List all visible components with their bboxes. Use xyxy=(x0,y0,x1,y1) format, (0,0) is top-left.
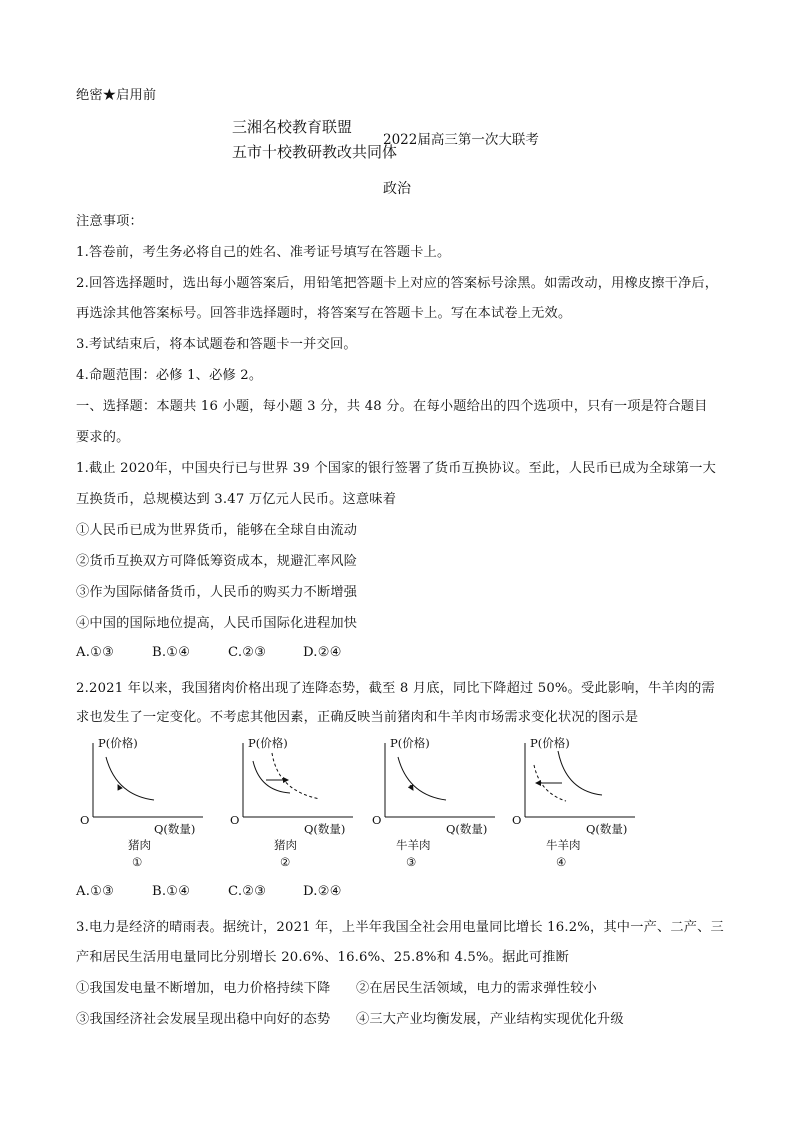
movement-arrow xyxy=(118,785,120,789)
origin-label: O xyxy=(80,813,90,827)
q3-option-2: ②在居民生活领域，电力的需求弹性较小 xyxy=(356,981,597,996)
q2-stem-1: 2.2021 年以来，我国猪肉价格出现了连降态势，截至 8 月底，同比下降超过 50%。受此影响，牛羊肉的需 xyxy=(76,681,715,696)
graph-name: 牛羊肉 xyxy=(546,838,581,852)
graph-name: 猪肉 xyxy=(128,838,151,852)
q1-stem-2: 互换货币，总规模达到 3.47 万亿元人民币。这意味着 xyxy=(76,492,397,507)
note-item-1: 1.答卷前，考生务必将自己的姓名、准考证号填写在答题卡上。 xyxy=(76,245,451,260)
q3-option-3: ③我国经济社会发展呈现出稳中向好的态势 xyxy=(76,1012,331,1027)
movement-arrow xyxy=(410,785,413,790)
q2-stem-2: 求也发生了一定变化。不考虑其他因素，正确反映当前猪肉和牛羊肉市场需求变化状况的图示是 xyxy=(76,710,639,725)
graph-number: ② xyxy=(280,855,291,869)
q1-option-1: ①人民币已成为世界货币，能够在全球自由流动 xyxy=(76,523,358,538)
demand-curve-original xyxy=(558,751,602,795)
confidential-mark: 绝密★启用前 xyxy=(76,88,157,103)
q2-choice-d: D.②④ xyxy=(303,884,342,899)
q1-option-4: ④中国的国际地位提高，人民币国际化进程加快 xyxy=(76,616,358,631)
y-axis-label: P(价格) xyxy=(248,736,288,750)
demand-graph-2 xyxy=(228,733,378,873)
q1-choice-b: B.①④ xyxy=(152,645,191,660)
q1-choice-c: C.②③ xyxy=(228,645,267,660)
section-heading: 一、选择题：本题共 16 小题，每小题 3 分，共 48 分。在每小题给出的四个选项中，只有一项是符合题目 xyxy=(76,399,708,414)
x-axis-label: Q(数量) xyxy=(304,822,346,836)
q2-choice-b: B.①④ xyxy=(152,884,191,899)
demand-curve-shifted xyxy=(272,753,320,799)
q2-choice-c: C.②③ xyxy=(228,884,267,899)
org-line-1: 三湘名校教育联盟 xyxy=(232,118,353,136)
graph-number: ④ xyxy=(556,855,567,869)
graph-number: ① xyxy=(132,855,143,869)
demand-curve xyxy=(398,757,446,800)
origin-label: O xyxy=(372,813,382,827)
demand-curve xyxy=(106,757,154,800)
note-item-2-cont: 再选涂其他答案标号。回答非选择题时，将答案写在答题卡上。写在本试卷上无效。 xyxy=(76,306,572,321)
q3-option-4: ④三大产业均衡发展，产业结构实现优化升级 xyxy=(356,1012,624,1027)
x-axis-label: Q(数量) xyxy=(586,822,628,836)
note-item-4: 4.命题范围：必修 1、必修 2。 xyxy=(76,368,263,383)
section-heading-cont: 要求的。 xyxy=(76,430,130,445)
note-item-3: 3.考试结束后，将本试题卷和答题卡一并交回。 xyxy=(76,337,357,352)
graph-name: 牛羊肉 xyxy=(396,838,431,852)
origin-label: O xyxy=(230,813,240,827)
x-axis-label: Q(数量) xyxy=(154,822,196,836)
y-axis-label: P(价格) xyxy=(390,736,430,750)
graph-name: 猪肉 xyxy=(274,838,297,852)
q1-option-2: ②货币互换双方可降低筹资成本，规避汇率风险 xyxy=(76,554,358,569)
y-axis-label: P(价格) xyxy=(530,736,570,750)
graph-1-plot xyxy=(78,733,228,873)
demand-graph-1 xyxy=(78,733,228,873)
notes-title: 注意事项： xyxy=(76,214,143,229)
graph-2-plot xyxy=(228,733,378,873)
q1-choice-d: D.②④ xyxy=(303,645,342,660)
org-line-2: 五市十校教研教改共同体 xyxy=(232,143,398,161)
q3-option-1: ①我国发电量不断增加，电力价格持续下降 xyxy=(76,981,331,996)
q1-choice-a: A.①③ xyxy=(76,645,115,660)
exam-title: 2022届高三第一次大联考 xyxy=(383,132,539,148)
subject-title: 政治 xyxy=(383,181,411,197)
graph-number: ③ xyxy=(406,855,417,869)
graph-4-plot xyxy=(510,733,660,873)
origin-label: O xyxy=(512,813,522,827)
graph-3-plot xyxy=(370,733,520,873)
demand-graph-4 xyxy=(510,733,660,873)
demand-curve-original xyxy=(253,761,290,793)
q1-stem-1: 1.截止 2020年，中国央行已与世界 39 个国家的银行签署了货币互换协议。至此，人民币已成为全球第一大 xyxy=(76,461,716,476)
x-axis-label: Q(数量) xyxy=(446,822,488,836)
q1-option-3: ③作为国际储备货币，人民币的购买力不断增强 xyxy=(76,585,358,600)
q3-stem-1: 3.电力是经济的晴雨表。据统计，2021 年，上半年我国全社会用电量同比增长 16.2%，其中一产、二产、三 xyxy=(76,920,724,935)
y-axis-label: P(价格) xyxy=(98,736,138,750)
demand-graph-3 xyxy=(370,733,520,873)
note-item-2: 2.回答选择题时，选出每小题答案后，用铅笔把答题卡上对应的答案标号涂黑。如需改动，用橡皮擦干净后， xyxy=(76,276,719,291)
q3-stem-2: 产和居民生活用电量同比分别增长 20.6%、16.6%、25.8%和 4.5%。据此可推断 xyxy=(76,950,570,965)
q2-choice-a: A.①③ xyxy=(76,884,115,899)
